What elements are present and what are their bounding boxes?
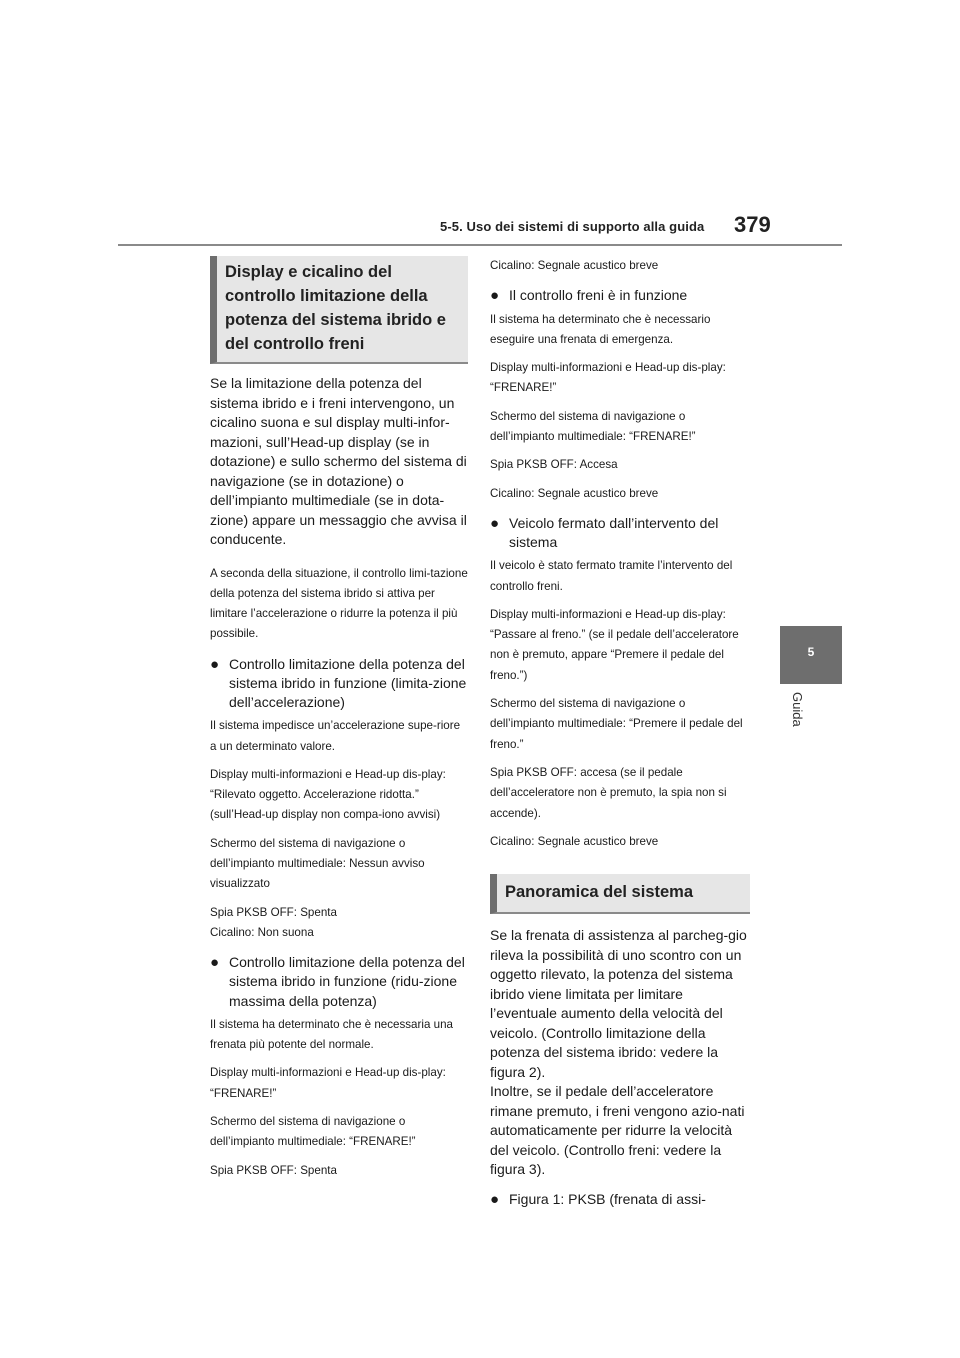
detail-line: Spia PKSB OFF: Accesa bbox=[490, 458, 618, 472]
intro-paragraph: Se la limitazione della potenza del sistema ibrido e i freni intervengono, un cicalino suona e sul display multi-infor-mazioni, sull’Head-up display (se in dotazione) e sullo schermo del sistema di navigazione (se in dotazione) o dell’impianto multimediale (se in dota-zione) appare un messaggio che avvisa il conducente. bbox=[210, 375, 467, 547]
chapter-label-container bbox=[764, 690, 826, 750]
detail-line: Display multi-informazioni e Head-up dis-play: “FRENARE!” bbox=[210, 1066, 446, 1100]
overview-paragraph: Inoltre, se il pedale dell’acceleratore rimane premuto, i freni vengono azio-nati automaticamente per ridurre la velocità del veicolo. (Controllo freni: vedere la figura 3). bbox=[490, 1083, 745, 1178]
detail-line: Il sistema ha determinato che è necessaria una frenata più potente del normale. bbox=[210, 1017, 453, 1052]
chapter-number: 5 bbox=[807, 645, 815, 659]
detail-line: Display multi-informazioni e Head-up dis-play: “Passare al freno.” (se il pedale dell’acceleratore non è premuto, appare “Premere il pedale del freno.”) bbox=[490, 607, 739, 682]
chapter-tab[interactable] bbox=[780, 626, 842, 684]
bullet-dot-icon: ● bbox=[210, 954, 220, 972]
bullet-dot-icon: ● bbox=[490, 1190, 500, 1208]
detail-line: Cicalino: Segnale acustico breve bbox=[490, 486, 659, 500]
detail-line: Display multi-informazioni e Head-up dis-play: “Rilevato oggetto. Accelerazione ridotta.” (sull’Head-up display non compa-iono avvisi) bbox=[210, 767, 446, 822]
left-column bbox=[210, 256, 468, 1181]
detail-line: Cicalino: Segnale acustico breve bbox=[490, 834, 659, 848]
detail-line: Spia PKSB OFF: Spenta bbox=[210, 905, 337, 919]
detail-line: Il veicolo è stato fermato tramite l’intervento del controllo freni. bbox=[490, 559, 733, 593]
header-divider bbox=[118, 244, 842, 246]
overview-paragraph: Se la frenata di assistenza al parcheg-gio rileva la possibilità di uno scontro con un oggetto rilevato, la potenza del sistema ibrido viene limitata per limitare l’eventuale aumento della velocità del veicolo. (Controllo limitazione della potenza del sistema ibrido: vedere la figura 2). bbox=[490, 927, 747, 1080]
bullet-max-power-reduction bbox=[210, 953, 468, 1011]
bullet-title: Il controllo freni è in funzione bbox=[509, 287, 688, 304]
detail-line: Spia PKSB OFF: accesa (se il pedale dell’acceleratore non è premuto, la spia non si accende). bbox=[490, 765, 727, 820]
bullet-acceleration-limit bbox=[210, 655, 468, 713]
detail-line: Schermo del sistema di navigazione o dell’impianto multimediale: Nessun avviso visualizzato bbox=[210, 836, 425, 891]
detail-line: Schermo del sistema di navigazione o dell’impianto multimediale: “Premere il pedale del freno.” bbox=[490, 697, 743, 751]
detail-line: Cicalino: Non suona bbox=[210, 925, 314, 939]
right-column bbox=[490, 256, 750, 1213]
detail-line: Display multi-informazioni e Head-up dis-play: “FRENARE!” bbox=[490, 361, 726, 395]
bullet-vehicle-stopped bbox=[490, 514, 750, 552]
bullet-title: Controllo limitazione della potenza del sistema ibrido in funzione (ridu-zione massima della potenza) bbox=[229, 954, 465, 1009]
section-heading-system-overview: Panoramica del sistema bbox=[490, 874, 750, 914]
bullet-title: Controllo limitazione della potenza del sistema ibrido in funzione (limita-zione dell’accelerazione) bbox=[229, 655, 467, 711]
bullet-dot-icon: ● bbox=[210, 655, 220, 673]
detail-line: Il sistema ha determinato che è necessario eseguire una frenata di emergenza. bbox=[490, 312, 711, 346]
detail-line: Cicalino: Segnale acustico breve bbox=[490, 259, 659, 272]
note-paragraph: A seconda della situazione, il controllo limi-tazione della potenza del sistema ibrido si attiva per limitare l’accelerazione o ridurre la potenza il più possibile. bbox=[210, 566, 468, 641]
bullet-brake-control bbox=[490, 286, 750, 305]
section-title: 5-5. Uso dei sistemi di supporto alla guida bbox=[440, 219, 705, 234]
page-number: 379 bbox=[734, 212, 771, 237]
detail-line: Il sistema impedisce un’accelerazione supe-riore a un determinato valore. bbox=[210, 719, 461, 753]
bullet-figure-1 bbox=[490, 1190, 750, 1209]
detail-line: Schermo del sistema di navigazione o dell’impianto multimediale: “FRENARE!” bbox=[490, 409, 696, 443]
detail-line: Schermo del sistema di navigazione o dell’impianto multimediale: “FRENARE!” bbox=[210, 1115, 416, 1149]
bullet-dot-icon: ● bbox=[490, 287, 500, 305]
bullet-title: Figura 1: PKSB (frenata di assi- bbox=[509, 1190, 706, 1207]
bullet-title: Veicolo fermato dall’intervento del sistema bbox=[509, 514, 719, 551]
section-heading-display-buzzer: Display e cicalino del controllo limitazione della potenza del sistema ibrido e del controllo freni bbox=[210, 256, 468, 364]
bullet-dot-icon: ● bbox=[490, 514, 500, 532]
chapter-label: Guida bbox=[790, 692, 805, 727]
detail-line: Spia PKSB OFF: Spenta bbox=[210, 1163, 337, 1177]
